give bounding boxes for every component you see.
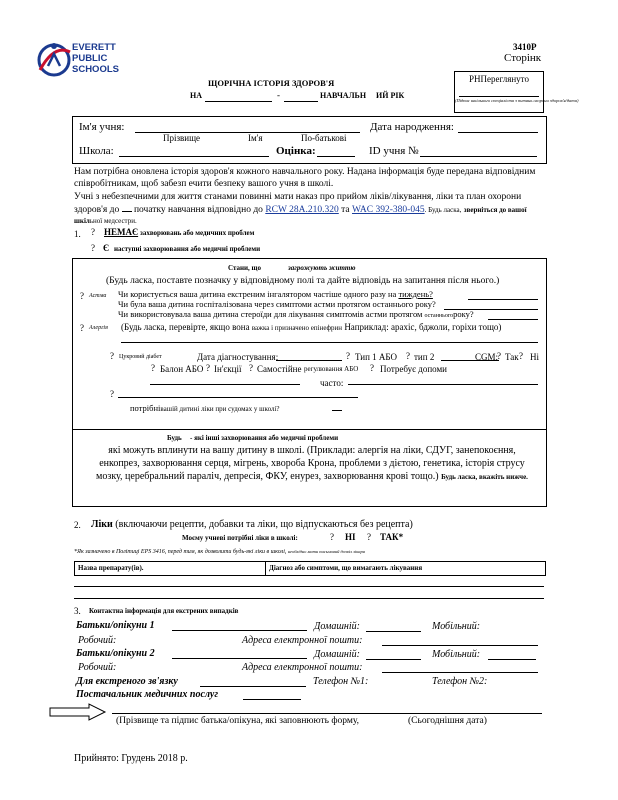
other-tail: Будь ласка, вкажіть нижче.	[441, 473, 528, 481]
form-number: 3410P	[513, 42, 537, 52]
intro-p2-c: . Будь ласка,	[424, 206, 462, 214]
form-title: ЩОРІЧНА ІСТОРІЯ ЗДОРОВ'Я	[208, 78, 335, 88]
signature-caption: (Прізвище та підпис батька/опікуна, які заповнюють форму,	[116, 716, 360, 726]
parent2-mobile-label: Мобільний:	[432, 649, 481, 660]
school-label: Школа:	[79, 145, 114, 157]
parent2-home-field[interactable]	[366, 650, 421, 660]
meds-note	[74, 549, 552, 555]
section1-number: 1.	[74, 229, 81, 239]
emergency-field[interactable]	[200, 677, 306, 687]
middlename-caption: По-батькові	[301, 133, 347, 143]
deadline-field[interactable]	[122, 203, 132, 212]
phone1-label: Телефон №1:	[313, 676, 369, 687]
grade-label: Оцінка:	[276, 145, 316, 157]
adopted-date: Прийнято: Грудень 2018 р.	[74, 753, 188, 764]
allergy-example: Наприклад: арахіс, бджоли, горіхи тощо)	[344, 322, 502, 332]
asthma-q3-a: Чи використовувала ваша дитина стероїди для лікування симптомів астми протягом	[118, 309, 423, 319]
cgm-no-checkbox[interactable]: ?	[519, 351, 523, 361]
school-field[interactable]	[119, 146, 269, 157]
pen-checkbox[interactable]: ?	[151, 363, 155, 373]
pen-label: Балон АБО	[160, 364, 204, 374]
has-conditions-label: Є	[103, 243, 110, 253]
inj-label: Ін'єкції	[214, 364, 242, 374]
cgm-yes-checkbox[interactable]: ?	[497, 351, 501, 361]
meds-question: Моєму учневі потрібні ліки в школі:	[182, 534, 298, 542]
intro-p2-d: зверніться до вашої шкіл	[74, 206, 527, 225]
asthma-q1	[118, 289, 433, 299]
meds-yes-checkbox[interactable]: ?	[367, 532, 371, 542]
meds-col-diagnosis: Діагноз або симптоми, що вимагають лікування	[269, 564, 423, 572]
frequency-label: часто:	[320, 378, 344, 388]
selfreg-checkbox[interactable]: ?	[249, 363, 253, 373]
provider-label: Постачальник медичних послуг	[76, 689, 219, 700]
meds-table-divider	[265, 561, 266, 575]
type2-label: тип 2	[414, 352, 435, 362]
has-conditions-rest: наступні захворювання або медичні проблеми	[114, 245, 261, 253]
grade-field[interactable]	[317, 146, 355, 157]
parent1-email-field[interactable]	[382, 636, 538, 646]
asthma-q2: Чи була ваша дитина госпіталізована через симптоми астми протягом останнього року?	[118, 299, 436, 309]
parent2-home-label: Домашній:	[314, 649, 360, 660]
seizure-question	[130, 403, 280, 413]
diabetes-checkbox[interactable]: ?	[110, 351, 114, 361]
section3-number: 3.	[74, 606, 81, 616]
life-title-a: Стани, що	[228, 264, 261, 272]
diabetes-label: Цукровий діабет	[119, 354, 162, 360]
cgm-yes-label: Так	[505, 352, 519, 362]
rn-signature-caption: (Підпис шкільного спеціаліста з питань охорони здоров'я/дата)	[455, 98, 579, 103]
signature-field[interactable]	[112, 704, 542, 714]
type2-checkbox[interactable]: ?	[406, 351, 410, 361]
asthma-label: Астма	[89, 293, 107, 299]
school-year-label-a: НАВЧАЛЬН	[320, 91, 367, 100]
asthma-q3-b: останнього	[424, 313, 454, 319]
emergency-label: Для екстреного зв'язку	[76, 676, 178, 687]
allergy-checkbox[interactable]: ?	[80, 323, 84, 333]
parent1-email-label: Адреса електронної пошти:	[242, 635, 363, 646]
selfreg-label-2: регулювання АБО	[304, 365, 359, 373]
meds-title	[91, 519, 413, 530]
dob-label: Дата народження:	[370, 121, 454, 133]
asthma-q3-field[interactable]	[488, 311, 538, 320]
logo-text: EVERETT PUBLIC SCHOOLS	[72, 42, 119, 75]
parent1-mobile-label: Мобільний:	[432, 621, 481, 632]
no-conditions-label: НЕМАЄ	[104, 227, 139, 237]
other-body	[88, 444, 536, 484]
date-caption: (Сьогоднішня дата)	[408, 716, 487, 726]
other-body-text: які можуть вплинути на вашу дитину в школі. (Приклади: алергія на ліки, СДУГ, занепокоєння, енкопрез, захворювання серця, мігрень, хвороба Крона, проблеми з дієтою, генетика, історія струсу мозку, церебральний параліч, депресія, ФКУ, енурез, захворювання крові тощо.)	[96, 445, 525, 482]
asthma-q3-c: року?	[453, 309, 474, 319]
rn-review-box	[454, 71, 579, 113]
rcw-link[interactable]: RCW 28A.210.320	[265, 205, 339, 215]
intro-p2-a: Учні з небезпечними для життя станами повинні мати наказ про прийом ліків/лікування, ліки та план охорони здоров'я до	[74, 192, 522, 215]
no-conditions-checkbox[interactable]: ?	[91, 227, 95, 237]
student-id-label: ID учня №	[369, 145, 419, 157]
parent2-field[interactable]	[172, 649, 307, 659]
allergy-question	[121, 322, 501, 332]
meds-note-a: *Як зазначено в	[74, 549, 115, 555]
meds-row-line-1[interactable]	[74, 586, 544, 587]
arrow-right-icon	[49, 703, 107, 721]
asthma-checkbox[interactable]: ?	[80, 291, 84, 301]
help-checkbox[interactable]: ?	[370, 363, 374, 373]
other-title-a: Будь	[167, 434, 182, 442]
meds-no-checkbox[interactable]: ?	[330, 532, 334, 542]
meds-row-line-2[interactable]	[74, 598, 544, 599]
seizure-q-b: вашій дитині ліки при судомах у школі?	[160, 405, 280, 413]
type1-checkbox[interactable]: ?	[346, 351, 350, 361]
intro-paragraph-2	[74, 192, 552, 227]
inj-checkbox[interactable]: ?	[206, 363, 210, 373]
diag-date-field[interactable]	[276, 352, 342, 361]
allergy-label: Алергія	[89, 325, 108, 331]
rn-reviewed-label: РНПереглянуто	[469, 74, 529, 84]
type1-label: Тип 1 АБО	[355, 352, 398, 362]
student-name-field[interactable]	[135, 122, 360, 133]
meds-note-policy: Політиці EPS 3416	[115, 549, 165, 555]
cgm-no-label: Ні	[530, 352, 539, 362]
section2-number: 2.	[74, 520, 81, 530]
student-id-field[interactable]	[420, 146, 537, 157]
seizure-answer-field[interactable]	[332, 402, 342, 411]
intro-and: та	[341, 205, 350, 215]
allergy-field[interactable]	[121, 337, 538, 343]
help-field[interactable]	[150, 376, 300, 385]
no-conditions-rest: захворювань або медичних проблем	[140, 229, 255, 237]
rn-signature-line[interactable]	[459, 88, 539, 97]
intro-paragraph-1: Нам потрібна оновлена історія здоров'я кожного навчального року. Надана інформація буде передана відповідним співробітникам, щоб забезп ечити безпеку вашого учня в школі.	[74, 167, 536, 189]
school-year-label-b: ИЙ РІК	[376, 91, 405, 100]
student-name-label: Ім'я учня:	[79, 121, 125, 133]
wac-link[interactable]: WAC 392-380-045	[352, 205, 425, 215]
allergy-q-a: (Будь ласка, перевірте, якщо вона	[121, 322, 250, 332]
asthma-q3	[118, 309, 474, 319]
provider-field[interactable]	[243, 690, 301, 700]
seizure-checkbox[interactable]: ?	[110, 389, 114, 399]
meds-note-b: , перед тим, як дозволити будь-які ліки в школі,	[164, 549, 287, 555]
asthma-q1-b: тиждень?	[398, 289, 433, 299]
help-label: Потребує допоми	[380, 364, 448, 374]
other-title-b: - які інші захворювання або медичні проблеми	[190, 434, 339, 442]
parent1-home-field[interactable]	[366, 622, 421, 632]
dob-field[interactable]	[458, 122, 538, 133]
meds-no-label: НІ	[345, 532, 356, 542]
meds-title-bold: Ліки	[91, 519, 113, 530]
meds-note-c: необхідно мати письмовий дозвіл лікаря	[287, 549, 365, 554]
parent2-mobile-field[interactable]	[488, 650, 536, 660]
year-dash: -	[277, 90, 280, 100]
selfreg-label: Самостійне	[257, 364, 302, 374]
page-label: Сторінк	[504, 52, 542, 64]
asthma-q1-a: Чи користується ваша дитина екстреним інгалятором частіше одного разу на	[118, 289, 397, 299]
parent1-field[interactable]	[172, 621, 307, 631]
firstname-caption: Ім'я	[248, 133, 263, 143]
asthma-q1-field[interactable]	[468, 291, 538, 300]
meds-col-name: Назва препарату(ів).	[78, 564, 144, 572]
seizure-q-a: потрібні	[130, 403, 161, 413]
parent2-work-label: Робочий:	[78, 662, 117, 673]
phone2-label: Телефон №2:	[432, 676, 488, 687]
intro-p2-e: ьної медсестри.	[89, 217, 137, 225]
surname-caption: Прізвище	[163, 133, 201, 143]
frequency-field[interactable]	[348, 376, 538, 385]
parent1-label: Батьки/опікуни 1	[76, 620, 155, 631]
seizure-field[interactable]	[118, 389, 358, 398]
allergy-q-b: важка і призначено епінефрин	[251, 324, 343, 332]
life-instructions: (Будь ласка, поставте позначку у відповідному полі та дайте відповідь на запитання після нього.)	[106, 276, 500, 286]
meds-title-rest: (включаючи рецепти, добавки та ліки, що відпускаються без рецепта)	[115, 519, 413, 530]
life-title-b: загрожують життю	[288, 264, 356, 272]
parent2-label: Батьки/опікуни 2	[76, 648, 155, 659]
has-conditions-checkbox[interactable]: ?	[91, 243, 95, 253]
year-on-label: НА	[190, 91, 202, 100]
parent1-work-label: Робочий:	[78, 635, 117, 646]
intro-p2-b: початку навчання відповідно до	[133, 205, 263, 215]
parent2-email-label: Адреса електронної пошти:	[242, 662, 363, 673]
cgm-label: CGM:	[475, 352, 499, 362]
district-logo	[34, 36, 146, 86]
year-end-field[interactable]	[284, 92, 318, 102]
parent2-email-field[interactable]	[382, 663, 538, 673]
diag-date-label: Дата діагностування:	[197, 352, 279, 362]
year-start-field[interactable]	[205, 92, 272, 102]
meds-yes-label: ТАК*	[380, 532, 404, 542]
parent1-home-label: Домашній:	[314, 621, 360, 632]
section3-title: Контактна інформація для екстрених випадків	[89, 607, 239, 615]
